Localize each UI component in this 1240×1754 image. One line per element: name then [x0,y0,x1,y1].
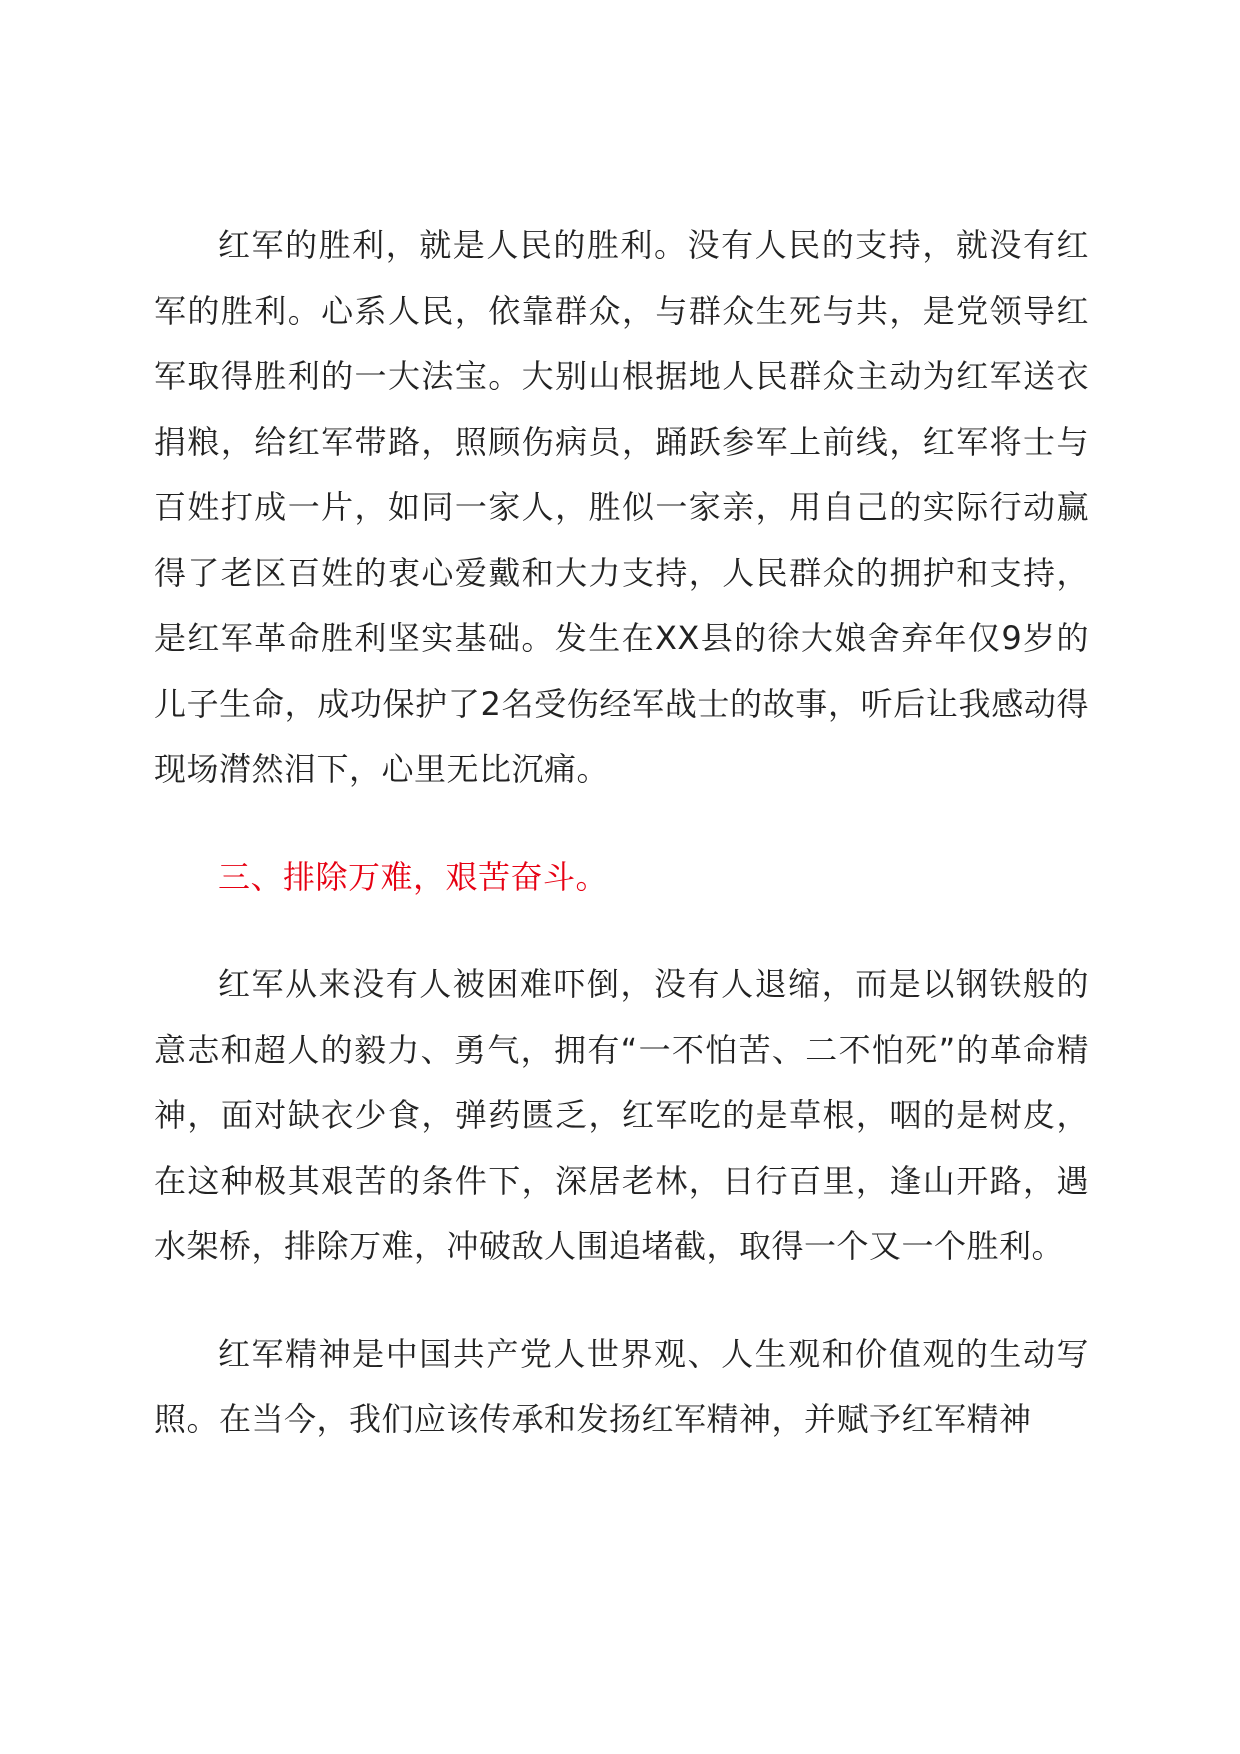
paragraph-people-support: 红军的胜利，就是人民的胜利。没有人民的支持，就没有红军的胜利。心系人民，依靠群众，与群众生死与共，是党领导红军取得胜利的一大法宝。大别山根据地人民群众主动为红军送衣捐粮，给红军带路，照顾伤病员，踊跃参军上前线，红军将士与百姓打成一片，如同一家人，胜似一家亲，用自己的实际行动赢得了老区百姓的衷心爱戴和大力支持，人民群众的拥护和支持，是红军革命胜利坚实基础。发生在XX县的徐大娘舍弃年仅9岁的儿子生命，成功保护了2名受伤经军战士的故事，听后让我感动得现场潸然泪下，心里无比沉痛。 [154,226,1089,788]
paragraph-red-army-spirit: 红军精神是中国共产党人世界观、人生观和价值观的生动写照。在当今，我们应该传承和发扬红军精神，并赋予红军精神 [154,1334,1089,1438]
document-body [154,213,1089,1453]
section-heading-3: 三、排除万难，艰苦奋斗。 [218,857,609,896]
paragraph-overcome-difficulties: 红军从来没有人被困难吓倒，没有人退缩，而是以钢铁般的意志和超人的毅力、勇气，拥有“一不怕苦、二不怕死”的革命精神，面对缺衣少食，弹药匮乏，红军吃的是草根，咽的是树皮，在这种极其艰苦的条件下，深居老林，日行百里，逢山开路，遇水架桥，排除万难，冲破敌人围追堵截，取得一个又一个胜利。 [154,965,1089,1265]
